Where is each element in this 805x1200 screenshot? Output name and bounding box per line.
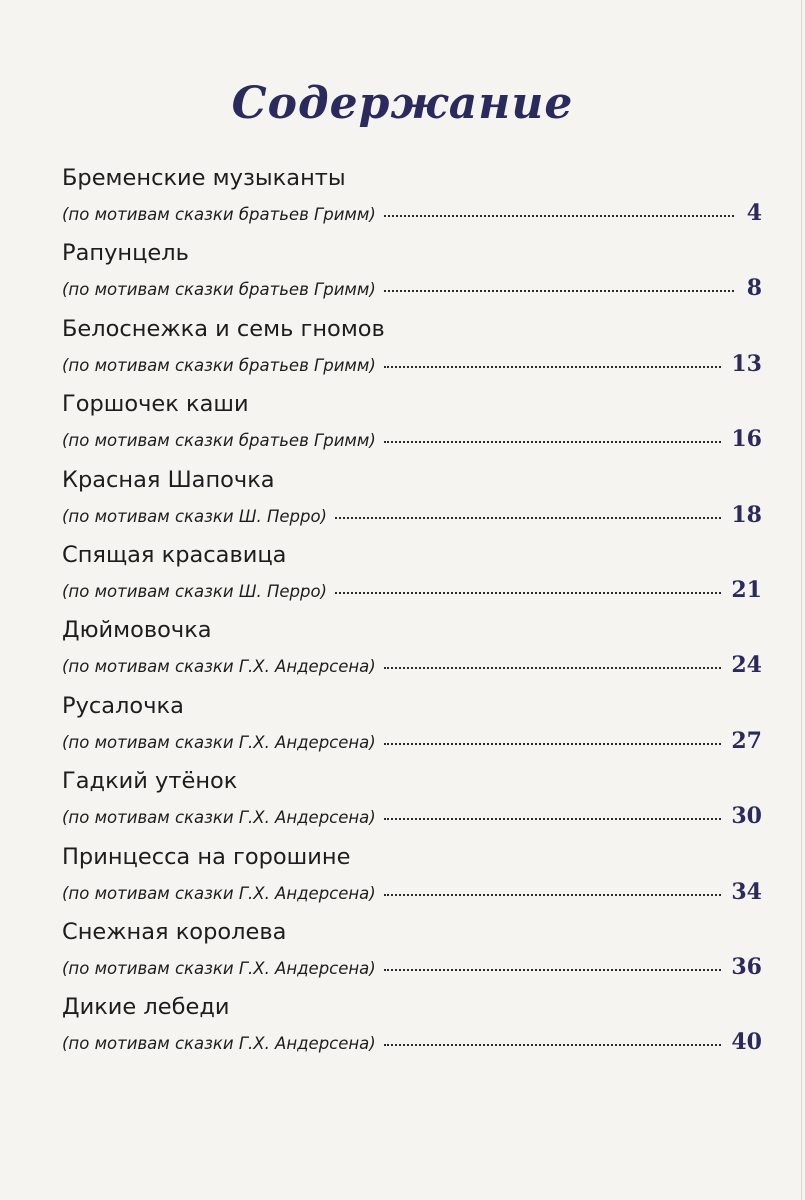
dot-leader bbox=[384, 743, 722, 745]
entry-subtitle: (по мотивам сказки Г.Х. Андерсена) bbox=[62, 657, 376, 677]
entry-page-number: 40 bbox=[731, 1029, 762, 1056]
entry-page-number: 34 bbox=[731, 878, 762, 905]
entry-subtitle: (по мотивам сказки братьев Гримм) bbox=[62, 355, 376, 375]
entry-title: Горшочек каши bbox=[62, 391, 249, 418]
entry-page-number: 21 bbox=[731, 576, 762, 603]
entry-line bbox=[62, 196, 762, 230]
entry-subtitle: (по мотивам сказки Г.Х. Андерсена) bbox=[62, 883, 376, 903]
entry-subtitle: (по мотивам сказки Г.Х. Андерсена) bbox=[62, 808, 376, 828]
toc-entry bbox=[62, 462, 762, 537]
entry-page-number: 18 bbox=[731, 501, 762, 528]
dot-leader bbox=[384, 441, 722, 443]
entry-subtitle: (по мотивам сказки братьев Гримм) bbox=[62, 280, 376, 300]
entry-page-number: 4 bbox=[746, 200, 762, 226]
entry-line bbox=[62, 422, 762, 456]
entry-line bbox=[62, 950, 762, 984]
page-title: Содержание bbox=[231, 78, 574, 129]
toc-entry bbox=[62, 235, 762, 310]
toc-entry bbox=[62, 989, 762, 1064]
entry-line bbox=[62, 648, 762, 682]
entry-title: Белоснежка и семь гномов bbox=[62, 315, 385, 342]
entry-line bbox=[62, 799, 762, 833]
page-edge-line bbox=[801, 0, 802, 1200]
entry-title: Дюймовочка bbox=[62, 617, 212, 644]
dot-leader bbox=[384, 818, 722, 820]
entry-line bbox=[62, 875, 762, 909]
entry-page-number: 8 bbox=[746, 275, 762, 302]
dot-leader bbox=[384, 894, 722, 896]
entry-page-number: 36 bbox=[731, 953, 762, 980]
dot-leader bbox=[384, 1044, 722, 1046]
entry-title: Рапунцель bbox=[62, 240, 189, 267]
toc-entry bbox=[62, 763, 762, 838]
entry-subtitle: (по мотивам сказки братьев Гримм) bbox=[62, 431, 376, 451]
toc-entry bbox=[62, 839, 762, 914]
entry-subtitle: (по мотивам сказки Г.Х. Андерсена) bbox=[62, 958, 376, 978]
entry-page-number: 27 bbox=[731, 727, 762, 754]
entry-title: Снежная королева bbox=[62, 918, 287, 945]
entry-subtitle: (по мотивам сказки братьев Гримм) bbox=[62, 205, 376, 224]
entry-subtitle: (по мотивам сказки Г.Х. Андерсена) bbox=[62, 1034, 376, 1054]
entry-page-number: 24 bbox=[731, 652, 762, 679]
entry-page-number: 16 bbox=[731, 426, 762, 453]
dot-leader bbox=[384, 290, 734, 292]
toc-entry bbox=[62, 311, 762, 386]
dot-leader bbox=[384, 366, 722, 368]
entry-page-number: 30 bbox=[731, 803, 762, 830]
entry-line bbox=[62, 724, 762, 758]
entry-subtitle: (по мотивам сказки Ш. Перро) bbox=[62, 506, 327, 526]
entry-title: Дикие лебеди bbox=[62, 994, 230, 1021]
table-of-contents bbox=[62, 160, 762, 1065]
entry-line bbox=[62, 1025, 762, 1059]
entry-line bbox=[62, 498, 762, 532]
entry-title: Спящая красавица bbox=[62, 541, 287, 568]
toc-entry bbox=[62, 688, 762, 763]
dot-leader bbox=[384, 215, 734, 217]
entry-title: Принцесса на горошине bbox=[62, 843, 351, 870]
toc-entry bbox=[62, 386, 762, 461]
entry-line bbox=[62, 347, 762, 381]
entry-title: Русалочка bbox=[62, 692, 184, 719]
entry-subtitle: (по мотивам сказки Г.Х. Андерсена) bbox=[62, 732, 376, 752]
entry-title: Красная Шапочка bbox=[62, 466, 275, 493]
entry-line bbox=[62, 271, 762, 305]
entry-title: Гадкий утёнок bbox=[62, 768, 238, 795]
toc-entry bbox=[62, 537, 762, 612]
toc-entry bbox=[62, 612, 762, 687]
dot-leader bbox=[335, 592, 721, 594]
entry-page-number: 13 bbox=[731, 350, 762, 377]
toc-entry bbox=[62, 160, 762, 235]
entry-title: Бременские музыканты bbox=[62, 165, 346, 191]
dot-leader bbox=[384, 667, 722, 669]
entry-line bbox=[62, 573, 762, 607]
toc-entry bbox=[62, 914, 762, 989]
dot-leader bbox=[335, 517, 721, 519]
entry-subtitle: (по мотивам сказки Ш. Перро) bbox=[62, 581, 327, 601]
dot-leader bbox=[384, 969, 722, 971]
